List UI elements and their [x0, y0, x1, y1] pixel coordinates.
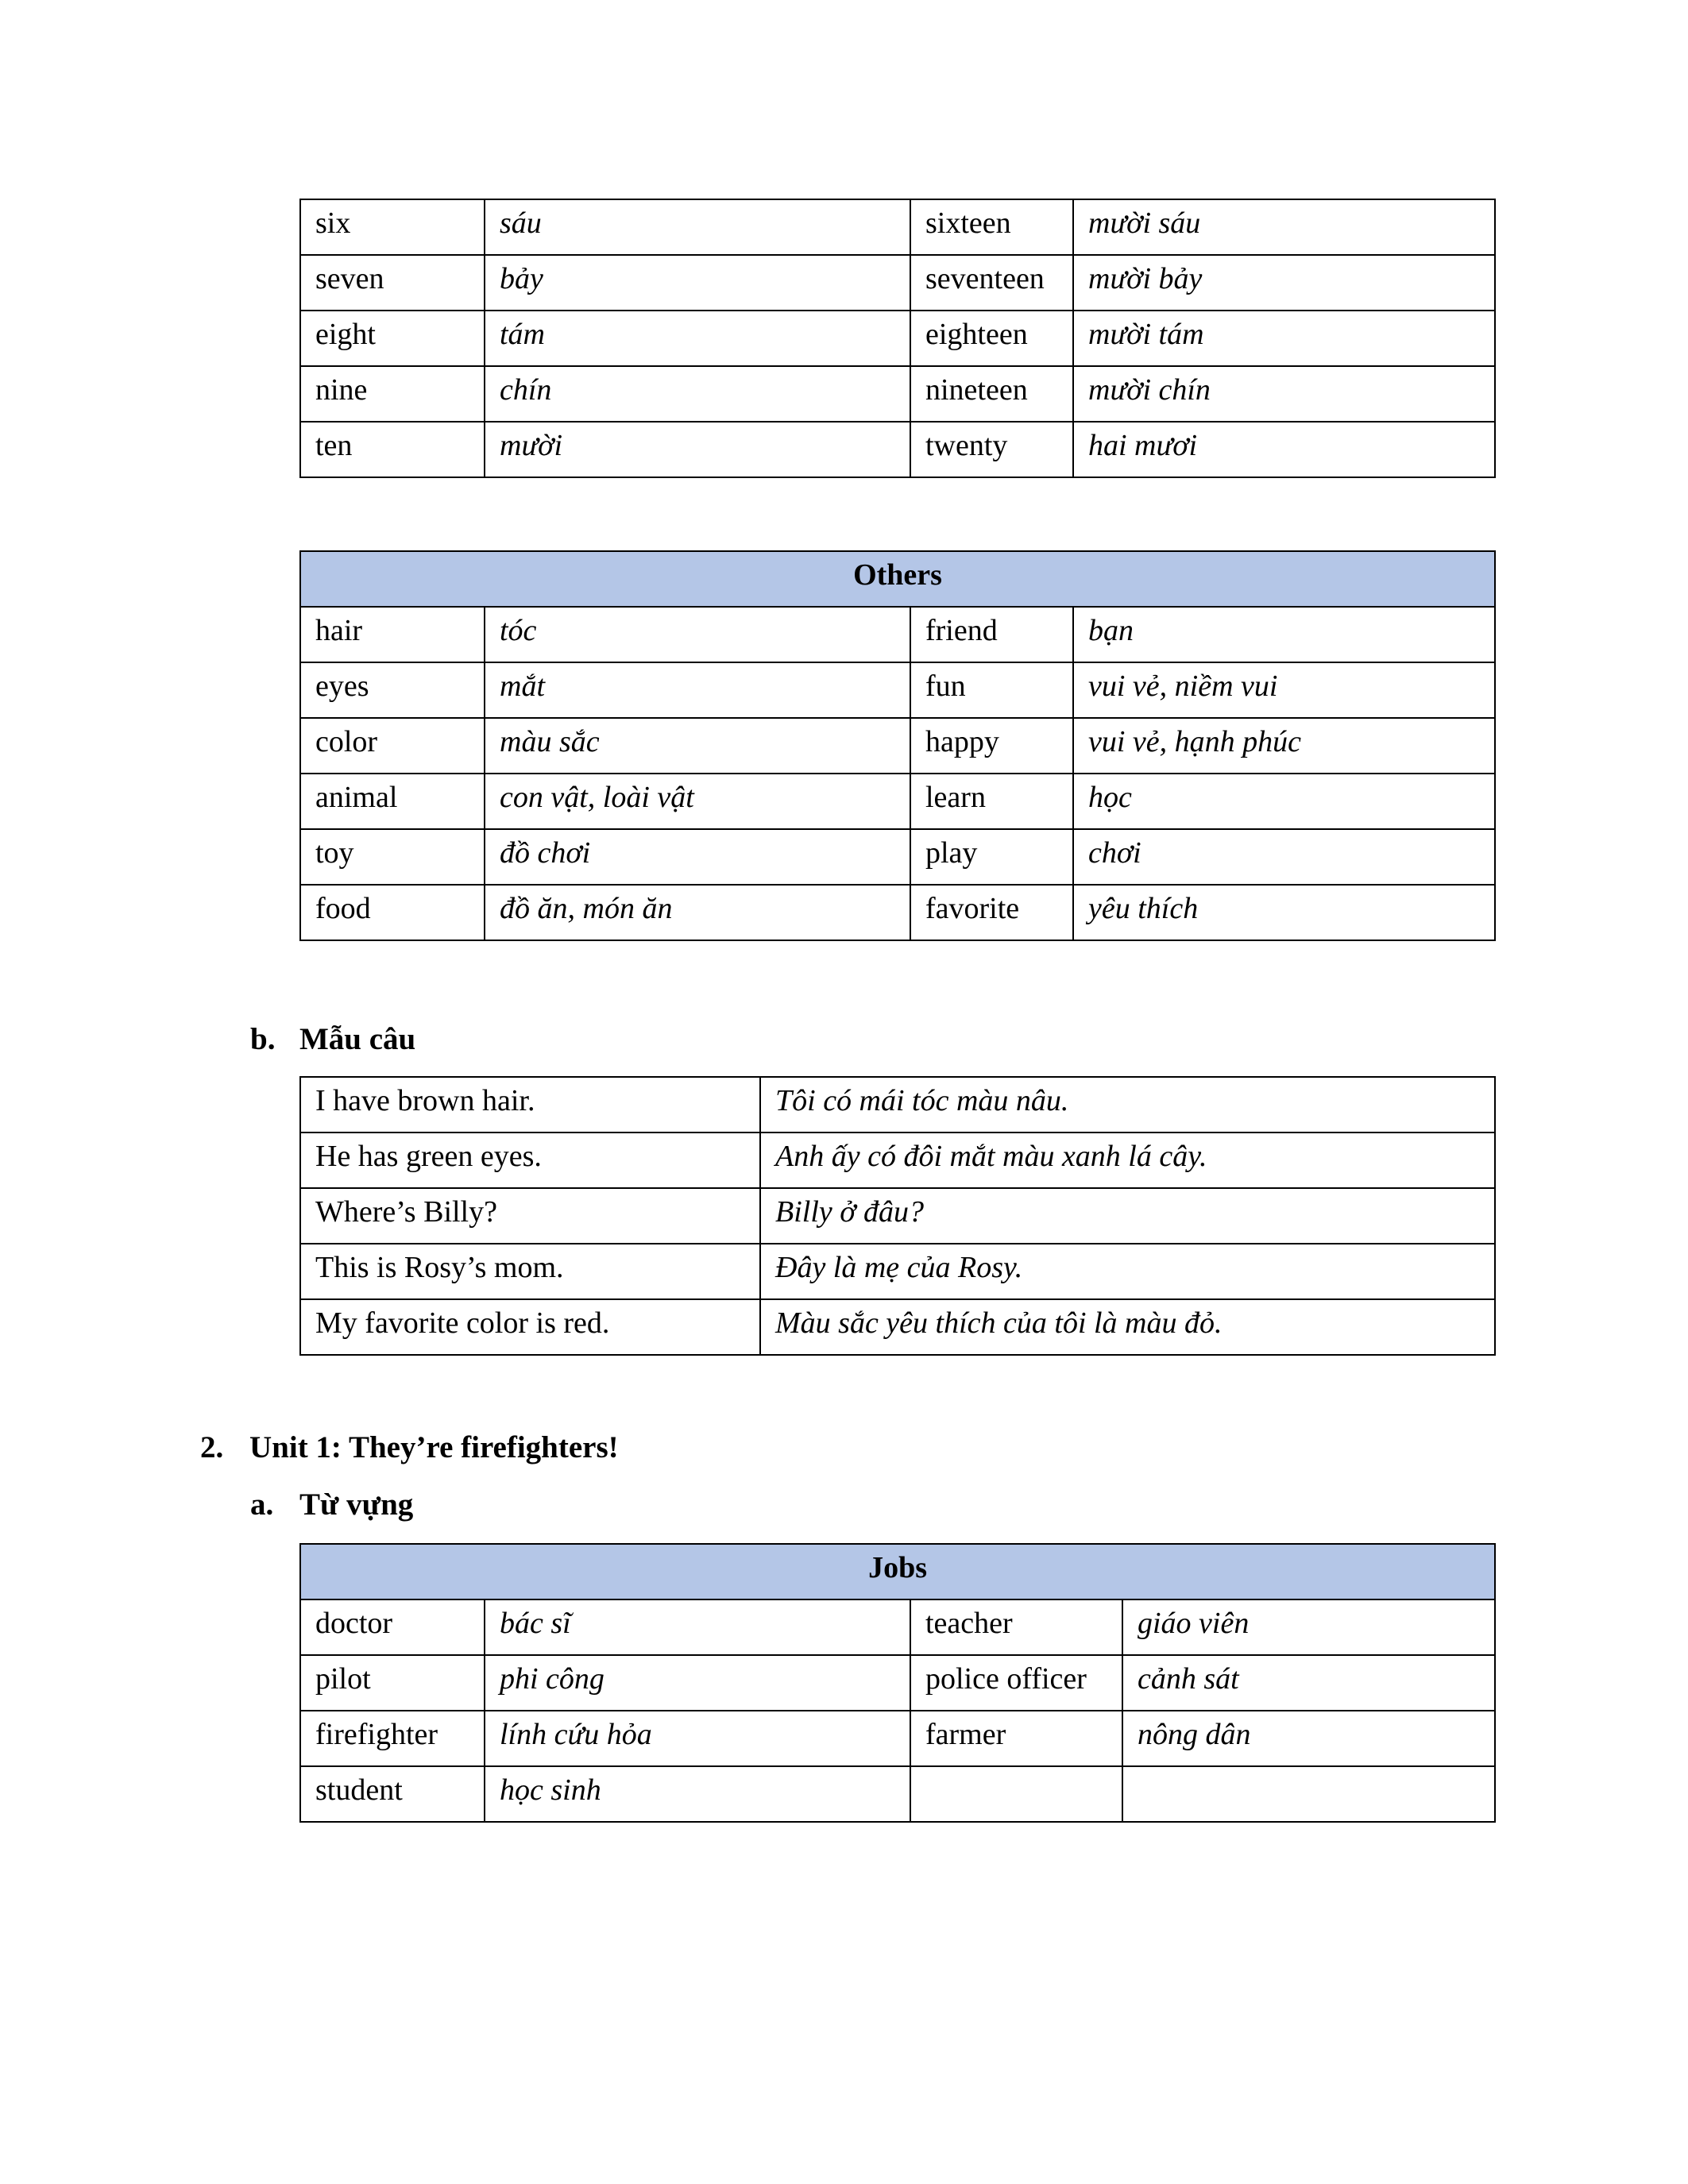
- vietnamese-meaning: nông dân: [1122, 1711, 1495, 1766]
- table-row: [300, 885, 1495, 940]
- vietnamese-meaning: phi công: [485, 1655, 910, 1711]
- vietnamese-meaning: vui vẻ, niềm vui: [1073, 662, 1495, 718]
- vietnamese-sentence: Màu sắc yêu thích của tôi là màu đỏ.: [760, 1299, 1495, 1355]
- table-row: [300, 1711, 1495, 1766]
- english-word: teacher: [910, 1599, 1122, 1655]
- english-word: animal: [300, 774, 485, 829]
- section-title: Unit 1: They’re firefighters!: [249, 1430, 619, 1464]
- vietnamese-sentence: Billy ở đâu?: [760, 1188, 1495, 1244]
- vietnamese-meaning: chín: [485, 366, 910, 422]
- table-row: [300, 255, 1495, 311]
- english-word: favorite: [910, 885, 1073, 940]
- table-header-row: [300, 551, 1495, 607]
- english-word: toy: [300, 829, 485, 885]
- english-sentence: This is Rosy’s mom.: [300, 1244, 760, 1299]
- english-word: twenty: [910, 422, 1073, 477]
- vietnamese-meaning: vui vẻ, hạnh phúc: [1073, 718, 1495, 774]
- vietnamese-meaning: chơi: [1073, 829, 1495, 885]
- vietnamese-meaning: bạn: [1073, 607, 1495, 662]
- english-word: sixteen: [910, 199, 1073, 255]
- vietnamese-meaning: mười bảy: [1073, 255, 1495, 311]
- table-row: [300, 718, 1495, 774]
- numbers-vocab-table: [299, 199, 1496, 478]
- table-row: [300, 1655, 1495, 1711]
- section-title: Mẫu câu: [299, 1022, 416, 1056]
- english-word: fun: [910, 662, 1073, 718]
- english-word: hair: [300, 607, 485, 662]
- english-word: happy: [910, 718, 1073, 774]
- vietnamese-meaning: đồ chơi: [485, 829, 910, 885]
- vietnamese-meaning: tóc: [485, 607, 910, 662]
- english-sentence: My favorite color is red.: [300, 1299, 760, 1355]
- english-sentence: I have brown hair.: [300, 1077, 760, 1133]
- table-title: Others: [300, 551, 1495, 607]
- english-word: student: [300, 1766, 485, 1822]
- table-row: [300, 829, 1495, 885]
- english-word: color: [300, 718, 485, 774]
- table-row: [300, 1599, 1495, 1655]
- english-word: food: [300, 885, 485, 940]
- vietnamese-sentence: Anh ấy có đôi mắt màu xanh lá cây.: [760, 1133, 1495, 1188]
- vietnamese-meaning: giáo viên: [1122, 1599, 1495, 1655]
- table-row: [300, 774, 1495, 829]
- table-title: Jobs: [300, 1544, 1495, 1599]
- jobs-vocab-table: [299, 1543, 1496, 1823]
- english-word: eight: [300, 311, 485, 366]
- section-marker: b.: [250, 1022, 276, 1056]
- table-row: [300, 1188, 1495, 1244]
- vietnamese-meaning: mười tám: [1073, 311, 1495, 366]
- vietnamese-meaning: sáu: [485, 199, 910, 255]
- english-word: pilot: [300, 1655, 485, 1711]
- vietnamese-meaning: lính cứu hỏa: [485, 1711, 910, 1766]
- vietnamese-meaning: cảnh sát: [1122, 1655, 1495, 1711]
- english-word: ten: [300, 422, 485, 477]
- vietnamese-meaning: học: [1073, 774, 1495, 829]
- empty-cell: [1122, 1766, 1495, 1822]
- section-heading-unit-1: [200, 1430, 619, 1466]
- english-word: seventeen: [910, 255, 1073, 311]
- vietnamese-meaning: học sinh: [485, 1766, 910, 1822]
- english-word: doctor: [300, 1599, 485, 1655]
- empty-cell: [910, 1766, 1122, 1822]
- vietnamese-meaning: hai mươi: [1073, 422, 1495, 477]
- table-row: [300, 1244, 1495, 1299]
- table-row: [300, 311, 1495, 366]
- vietnamese-meaning: mắt: [485, 662, 910, 718]
- vietnamese-meaning: màu sắc: [485, 718, 910, 774]
- table-row: [300, 199, 1495, 255]
- english-word: nine: [300, 366, 485, 422]
- vietnamese-sentence: Tôi có mái tóc màu nâu.: [760, 1077, 1495, 1133]
- english-word: farmer: [910, 1711, 1122, 1766]
- english-word: seven: [300, 255, 485, 311]
- english-sentence: Where’s Billy?: [300, 1188, 760, 1244]
- english-sentence: He has green eyes.: [300, 1133, 760, 1188]
- table-row: [300, 662, 1495, 718]
- vietnamese-meaning: con vật, loài vật: [485, 774, 910, 829]
- vietnamese-meaning: bảy: [485, 255, 910, 311]
- vietnamese-meaning: yêu thích: [1073, 885, 1495, 940]
- vietnamese-meaning: tám: [485, 311, 910, 366]
- vietnamese-meaning: mười sáu: [1073, 199, 1495, 255]
- table-row: [300, 422, 1495, 477]
- english-word: police officer: [910, 1655, 1122, 1711]
- table-header-row: [300, 1544, 1495, 1599]
- section-heading-vocabulary: [250, 1487, 413, 1523]
- table-row: [300, 607, 1495, 662]
- section-heading-sentence-patterns: [250, 1021, 415, 1058]
- section-title: Từ vựng: [299, 1488, 414, 1522]
- vietnamese-sentence: Đây là mẹ của Rosy.: [760, 1244, 1495, 1299]
- english-word: eighteen: [910, 311, 1073, 366]
- others-vocab-table: [299, 550, 1496, 941]
- english-word: play: [910, 829, 1073, 885]
- vietnamese-meaning: mười: [485, 422, 910, 477]
- english-word: friend: [910, 607, 1073, 662]
- english-word: six: [300, 199, 485, 255]
- vietnamese-meaning: bác sĩ: [485, 1599, 910, 1655]
- english-word: eyes: [300, 662, 485, 718]
- english-word: learn: [910, 774, 1073, 829]
- section-marker: 2.: [200, 1430, 224, 1464]
- table-row: [300, 1133, 1495, 1188]
- sentence-patterns-table: [299, 1076, 1496, 1356]
- table-row: [300, 366, 1495, 422]
- table-row: [300, 1299, 1495, 1355]
- vietnamese-meaning: mười chín: [1073, 366, 1495, 422]
- table-row: [300, 1766, 1495, 1822]
- english-word: firefighter: [300, 1711, 485, 1766]
- table-row: [300, 1077, 1495, 1133]
- english-word: nineteen: [910, 366, 1073, 422]
- vietnamese-meaning: đồ ăn, món ăn: [485, 885, 910, 940]
- section-marker: a.: [250, 1488, 274, 1522]
